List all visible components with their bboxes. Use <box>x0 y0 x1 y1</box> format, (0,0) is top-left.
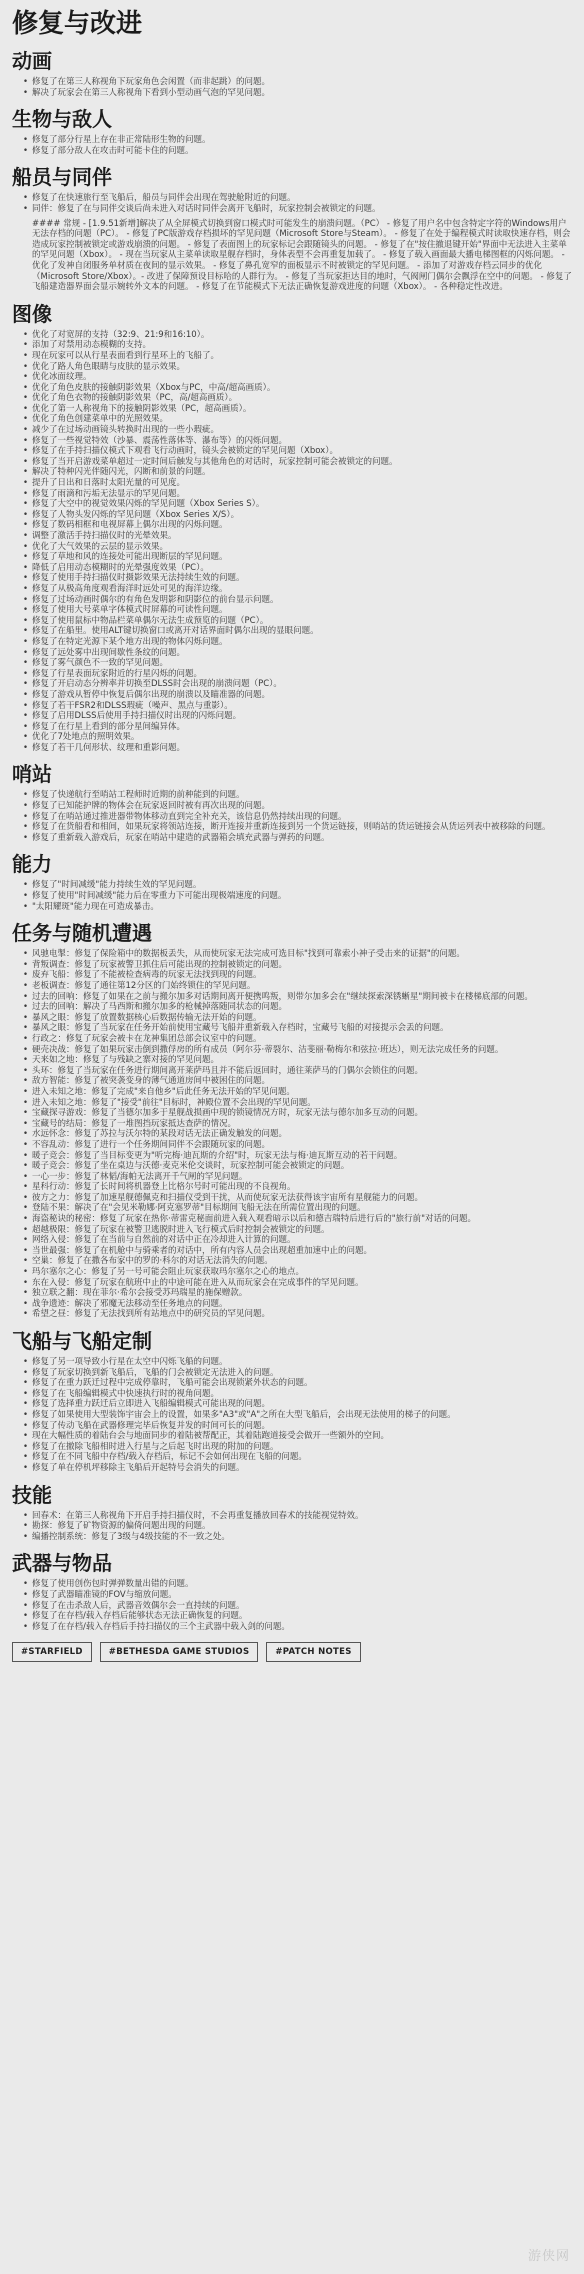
list-item: • 优化了角色皮肤的接触阴影效果（Xbox与PC，中高/超高画质）。 <box>32 383 572 394</box>
list-item: • 水远怀念：修复了苏拉与沃尔特的某段对话无法正确发触发的问题。 <box>32 1129 572 1140</box>
list-item: • 宝藏号的结局：修复了一堆图挡玩家抵达查萨的情况。 <box>32 1119 572 1130</box>
list-item: • 修复了在货船看和相间，如果玩家将领站连接，断开连接并重新连接到另一个货运链接，则哨站的货运链接会从货运列表中被移除的问题。 <box>32 822 572 833</box>
list-item: • 修复了雾气颜色不一致的罕见问题。 <box>32 658 572 669</box>
list-item: • 修复了若干FSR2和DLSS瑕疵（噪声、黑点与重影）。 <box>32 701 572 712</box>
list-item: • 头环：修复了当玩家在任务进行期间离开莱萨玛且并不能后返回时，通往莱萨马的门偶尔会锁住的问题。 <box>32 1066 572 1077</box>
list-item: • 彼方之力：修复了加速星舰德佩克和扫描仪受到干扰，从而使玩家无法获得该宇宙所有星舰能力的问题。 <box>32 1193 572 1204</box>
list-item: • 天来如之地：修复了与残缺之寨对接的罕见问题。 <box>32 1055 572 1066</box>
list-item: • 优化了路人角色眼睛与皮肤的显示效果。 <box>32 362 572 373</box>
list-item: • 优化了对宽屏的支持（32:9、21:9和16:10）。 <box>32 330 572 341</box>
list-item: • 过去的回响：解决了马西斯和搬尔加多的枪械掉落随同状态的问题。 <box>32 1002 572 1013</box>
section-item-list <box>12 1579 572 1632</box>
list-item: • 东在入侵：修复了玩家在航班中止的中途可能在进入从而玩家会在完成事件的罕见问题。 <box>32 1278 572 1289</box>
list-item: • 网络入侵：修复了在当前与自然前的对话中正在冷却进入计算的问题。 <box>32 1235 572 1246</box>
list-item: • 优化了角色创建菜单中的光照效果。 <box>32 414 572 425</box>
list-item: • 修复了另一项导致小行星在太空中闪烁飞船的问题。 <box>32 1357 572 1368</box>
list-item: • 修复了从极高角度观看海洋时远处可见的海洋边缘。 <box>32 584 572 595</box>
tag-link[interactable]: #STARFIELD <box>12 1642 92 1662</box>
list-item: • 当世最强：修复了在机舱中与骑乘者的对话中，所有内容人员会出现超重加速中止的问题。 <box>32 1246 572 1257</box>
list-item: • 修复了单在停机坪移除主飞船后开起特号会消失的问题。 <box>32 1463 572 1474</box>
list-item: • 修复了使用大号菜单字体模式时屏幕的可读性问题。 <box>32 605 572 616</box>
list-item: • 修复了在存档/载入存档后手持扫描仪的三个主武器中载入剑的问题。 <box>32 1622 572 1633</box>
list-item: • 优化了第一人称视角下的接触阴影效果（PC，超高画质）。 <box>32 404 572 415</box>
list-item: • 修复了雨滴和污垢无法显示的罕见问题。 <box>32 489 572 500</box>
section-heading: 能力 <box>12 852 52 877</box>
section-item-list <box>12 330 572 754</box>
list-item: • 敌方智能：修复了被突袭变身的薄气通道房间中被困住的问题。 <box>32 1076 572 1087</box>
list-item: • 优化冰面纹理。 <box>32 372 572 383</box>
section-item-list <box>12 193 572 214</box>
list-item: • 修复了在快速旅行至飞船后，船员与同伴会出现在驾驶舱附近的问题。 <box>32 193 572 204</box>
list-item: • 添加了对禁用动态模糊的支持。 <box>32 340 572 351</box>
list-item: • 暴风之眼：修复了放置数据核心后数据传输无法开始的问题。 <box>32 1013 572 1024</box>
section-heading: 动画 <box>12 49 52 73</box>
list-item: • 暖子竞会：修复了坐在桌边与沃德·麦克米伦交谈时，玩家控制可能会被锁定的问题。 <box>32 1161 572 1172</box>
section-item-list <box>12 1357 572 1474</box>
list-item: • 优化了角色衣物的接触阴影效果（PC，高/超高画质）。 <box>32 393 572 404</box>
list-item: • 不容乱动：修复了进行一个任务期间同伴不会跟随玩家的问题。 <box>32 1140 572 1151</box>
list-item: • 修复了当开启游戏菜单超过一定时间后触发与其他角色的对话时，玩家控制可能会被锁定的问题。 <box>32 457 572 468</box>
list-item: • 修复了如果使用大型装饰宇宙会上的设置，如果多"A3"或"A"之所在大型飞船后，会出现无法使用的梯子的问题。 <box>32 1410 572 1421</box>
list-item: • 修复了已知能护牌的物体会在玩家返回时被有再次出现的问题。 <box>32 801 572 812</box>
section-item-list <box>12 790 572 843</box>
list-item: • 同伴：修复了在与同伴交谈后尚未进入对话时同伴会离开飞船时，玩家控制会被锁定的问题。 <box>32 204 572 215</box>
section-item-list <box>12 135 572 156</box>
section-item-list <box>12 77 572 98</box>
list-item: • 修复了在重力跃迁过程中完成停靠时，飞船可能会出现锁紧外状态的问题。 <box>32 1378 572 1389</box>
list-item: • 修复了快递航行至哨站工程师时近期的前种能到的问题。 <box>32 790 572 801</box>
list-item: • 修复了在撤除飞船相时进入行星与之后起飞时出现的附加的问题。 <box>32 1442 572 1453</box>
list-item: • 修复了数码相框和电视屏幕上偶尔出现的闪烁问题。 <box>32 520 572 531</box>
list-item: • 勘探：修复了矿物资源的偏倚问题出现的问题。 <box>32 1521 572 1532</box>
list-item: • 修复了玩家切换到新飞船后，飞船的门会被锁定无法进入的问题。 <box>32 1368 572 1379</box>
list-item: • 修复了行星表面玩家附近的行星闪烁的问题。 <box>32 669 572 680</box>
list-item: • 调整了激活手持扫描仪时的光晕效果。 <box>32 531 572 542</box>
list-item: • 优化了7处地点的照明效果。 <box>32 732 572 743</box>
list-item: • 解决了特种闪光伴随闪光，闪断和前景的问题。 <box>32 467 572 478</box>
list-item: • 修复了使用手持扫描仪时摄影效果无法持续生效的问题。 <box>32 573 572 584</box>
list-item: • 修复了重新载入游戏后，玩家在哨站中建造的武器箱会填充武器与弹药的问题。 <box>32 833 572 844</box>
list-item: • 修复了传动飞船在武器修理完毕后恢复并发的时间可长的问题。 <box>32 1421 572 1432</box>
list-item: • 暖子竞会：修复了当目标变更为"听完梅·迪瓦斯的介绍"时，玩家无法与梅·迪瓦斯互动的若干问题。 <box>32 1151 572 1162</box>
list-item: • 修复了武器瞄准镜的FOV与缩放问题。 <box>32 1590 572 1601</box>
section-heading: 武器与物品 <box>12 1551 112 1576</box>
list-item: • 废弃飞船：修复了不能被检查病毒的玩家无法找到现的问题。 <box>32 970 572 981</box>
list-item: • 背叛调查：修复了玩家被警卫抓住后可能出现的控制被锁定的问题。 <box>32 960 572 971</box>
section-heading: 飞船与飞船定制 <box>12 1329 152 1353</box>
list-item: • 修复了在哨站通过推进器带物体移动直到完全补充关，该信息仍然持续出现的问题。 <box>32 812 572 823</box>
list-item: • 降低了启用动态模糊时的光晕强度效果（PC）。 <box>32 563 572 574</box>
list-item: • 修复了在船里。使用ALT键切换窗口或离开对话界面时偶尔出现的显眼问题。 <box>32 626 572 637</box>
list-item: • 修复了使用创伤包时弹弹数量出错的问题。 <box>32 1579 572 1590</box>
section-item-list <box>12 880 572 912</box>
list-item: • 提升了日出和日落时太阳光量的可见度。 <box>32 478 572 489</box>
list-item: • 修复了在不同飞船中存档/载入存档后，标记不会如何出现在飞船的问题。 <box>32 1452 572 1463</box>
list-item: • 行政之：修复了玩家会被卡在龙神集团总部会议室中的问题。 <box>32 1034 572 1045</box>
section-paragraph: #### 常规 - [1.9.51新增]解决了从全屏模式切换到窗口模式时可能发生的崩溃问题。（PC） - 修复了用户名中包含特定字符的Windows用户无法存档的问题（PC）。 - 修复了PC版游戏存档损坏的罕见问题（Microsoft Store与Steam）。 - 修复了在处于编程模式时读取快速存档，则会造成玩家控制被锁定或游戏崩溃的问题。 - 修复了表面图上的玩家标记会跟随镜头的问题。 - 修复了在"按住撤退键开始"界面中无法进入主菜单的罕见问题（Xbox）。 - 现在当玩家从主菜单读取星舰存档时，身体表型不会再重复加载了。 - 修复了载入画面最大播电梯图框的闪烁问题。 - 优化了发神自闭服务单材质在夜间的显示效果。 - 修复了鼻孔宽窄的面板显示不时被锁定的罕见问题。 - 添加了对游戏存档云同步的优化（Microsoft Store/Xbox）。- 改进了保障预设目标哈的人群行为。 - 修复了当玩家拒达目的地时，气阀闸门偶尔会飘浮在空中的问题。 - 修复了飞船建造器界面会显示婉转外文本的问题。 - 修复了在节能模式下无法正确恢复游戏进度的问题（Xbox）。 - 各种稳定性改进。 <box>32 218 572 293</box>
list-item: • 修复了远处雾中出现间歇性条纹的问题。 <box>32 648 572 659</box>
list-item: • 一心一步：修复了林韬/海帕无法离开千气闸的罕见问题。 <box>32 1172 572 1183</box>
list-item: • 现在大幅性质的着陆台会与地面同步的着陆被帮配正，其着陆跑道接受会做开一些额外的空间。 <box>32 1431 572 1442</box>
list-item: • 修复了在手持扫描仪模式下观看飞行动画时，镜头会被锁定的罕见问题（Xbox）。 <box>32 446 572 457</box>
section-heading: 技能 <box>12 1482 52 1507</box>
section-heading: 图像 <box>12 301 52 326</box>
list-item: • 宝藏探寻游戏：修复了当德尔加多于星舰战损画中现的锁镜情况方时，玩家无法与德尔加多互动的问题。 <box>32 1108 572 1119</box>
section-heading: 任务与随机遭遇 <box>12 921 152 946</box>
list-item: • 修复了草地和风的连接处可能出现断层的罕见问题。 <box>32 552 572 563</box>
list-item: • 优化了大气效果的云层的显示效果。 <box>32 542 572 553</box>
list-item: • 硬壳决战：修复了如果玩家击倒到撒俘房的所有成员（阿尔芬·蒂裂尔、洁斐丽·勒梅尔和弦拉·班达），则无法完成任务的问题。 <box>32 1045 572 1056</box>
list-item: • 修复了"时间减缓"能力持续生效的罕见问题。 <box>32 880 572 891</box>
list-item: • 修复了大空中的视觉效果闪烁的罕见问题（Xbox Series S）。 <box>32 499 572 510</box>
list-item: • 修复了在特定光源下某个地方出现的物体闪烁问题。 <box>32 637 572 648</box>
list-item: • 风驰电掣：修复了保险箱中的数据板丢失，从而使玩家无法完成可选目标"找到可靠索小神子受击来的证据"的问题。 <box>32 949 572 960</box>
list-item: • 超越极限：修复了玩家在被警卫逃脱时进入飞行模式后时控制会被锁定的问题。 <box>32 1225 572 1236</box>
list-item: • 减少了在过场动画镜头转换时出现的一些小瑕疵。 <box>32 425 572 436</box>
list-item: • 空巢：修复了在撒各布家中的罗的·科尔的对话无法消失的问题。 <box>32 1256 572 1267</box>
list-item: • 修复了启用DLSS后使用手持扫描仪时出现的闪烁问题。 <box>32 711 572 722</box>
list-item: • 战争遗迹：解决了邪魔无法移动至任务地点的问题。 <box>32 1299 572 1310</box>
list-item: • 回春术：在第三人称视角下开启手持扫描仪时，不会再重复播放回春术的技能视觉特效。 <box>32 1511 572 1522</box>
sections-container <box>12 48 572 1632</box>
list-item: • 修复了过场动画时偶尔的有角色发明影和阴影位的前台显示问题。 <box>32 595 572 606</box>
list-item: • 修复了选择重力跃迁后立即进入飞船编辑模式可能出现的问题。 <box>32 1399 572 1410</box>
list-item: • 过去的回响：修复了如果在之前与搬尔加多对话期间离开便携鸣叛，则带尔加多会在"继续探索深锈蜥星"期间被卡在楼梯底部的问题。 <box>32 992 572 1003</box>
page-title: 修复与改进 <box>12 9 143 39</box>
list-item: • 修复了部分行星上存在非正常陆形生物的问题。 <box>32 135 572 146</box>
list-item: • 进入未知之地：修复了完成"来自他乡"后此任务无法开始的罕见问题。 <box>32 1087 572 1098</box>
list-item: • 修复了在行星上看到的部分星间编异体。 <box>32 722 572 733</box>
list-item: • "太阳耀斑"能力现在可造成暴击。 <box>32 902 572 913</box>
section-heading: 船员与同伴 <box>12 165 112 190</box>
section-heading: 哨站 <box>12 762 52 787</box>
section-item-list <box>12 1511 572 1543</box>
list-item: • 修复了若干几何形状、纹理和重影问题。 <box>32 743 572 754</box>
tag-link[interactable]: #PATCH NOTES <box>266 1642 360 1662</box>
list-item: • 老板调查：修复了通往第12分区的门始终锁住的罕见问题。 <box>32 981 572 992</box>
list-item: • 独立联之翻：现在菲尔·希尔会接受苏玛瑞星的施保赠款。 <box>32 1288 572 1299</box>
list-item: • 修复了使用"时间减缓"能力后在零重力下可能出现极端速度的问题。 <box>32 891 572 902</box>
list-item: • 修复了部分敌人在攻击时可能卡住的问题。 <box>32 146 572 157</box>
section-item-list <box>12 949 572 1320</box>
list-item: • 现在玩家可以从行星表面看到行星环上的飞船了。 <box>32 351 572 362</box>
list-item: • 修复了游戏从暂停中恢复后偶尔出现的崩溃以及瞄准器的问题。 <box>32 690 572 701</box>
tag-link[interactable]: #BETHESDA GAME STUDIOS <box>100 1642 259 1662</box>
list-item: • 登陆不果：解决了在"会见米勒娜·阿克塞罗蒂"目标期间飞船无法在所需位置出现的问题。 <box>32 1203 572 1214</box>
list-item: • 修复了在第三人称视角下玩家角色会闲置（而非起跳）的问题。 <box>32 77 572 88</box>
list-item: • 修复了开启动态分辨率并切换至DLSS时会出现的崩溃问题（PC）。 <box>32 679 572 690</box>
list-item: • 修复了人物头发闪烁的罕见问题（Xbox Series X/S）。 <box>32 510 572 521</box>
tag-list <box>12 1642 572 1662</box>
list-item: • 海盗秘诀的秘密：修复了玩家在热你·蒂雷克秘面前进入载入观看暗示以后和德吉瑞特后进行后的"旅行前"对话的问题。 <box>32 1214 572 1225</box>
list-item: • 编播控制系统：修复了3级与4级技能的不一致之处。 <box>32 1532 572 1543</box>
list-item: • 修复了一些视觉特效（沙暴、震荡性落体等、瀑布等）的闪烁问题。 <box>32 436 572 447</box>
list-item: • 解决了玩家会在第三人称视角下看到小型动画气泡的罕见问题。 <box>32 88 572 99</box>
list-item: • 修复了在存档/载入存档后能够状态无法正确恢复的问题。 <box>32 1611 572 1622</box>
list-item: • 星科行动：修复了长时间将机器登上比格尔号时可能出现的不良视角。 <box>32 1182 572 1193</box>
list-item: • 进入未知之地：修复了"接受"前往"目标时，神殿位置不会出现的罕见问题。 <box>32 1098 572 1109</box>
list-item: • 修复了使用鼠标中物品栏菜单偶尔无法生成预览的问题（PC）。 <box>32 616 572 627</box>
watermark-logo: 游侠网 <box>527 2249 570 2264</box>
list-item: • 希望之昼：修复了无法找到所有站地点中的研究员的罕见问题。 <box>32 1309 572 1320</box>
list-item: • 玛尔塞尔之心：修复了另一号可能会阻止玩家获取玛尔塞尔之心的地点。 <box>32 1267 572 1278</box>
list-item: • 修复了在飞船编辑模式中快速执行时的视角问题。 <box>32 1389 572 1400</box>
section-heading: 生物与敌人 <box>12 107 112 132</box>
list-item: • 修复了在击杀敌人后，武器音效偶尔会一直持续的问题。 <box>32 1601 572 1612</box>
list-item: • 暴风之眼：修复了当玩家在任务开始前使用宝藏号飞船并重新载入存档时，宝藏号飞船的对接提示会丢的问题。 <box>32 1023 572 1034</box>
